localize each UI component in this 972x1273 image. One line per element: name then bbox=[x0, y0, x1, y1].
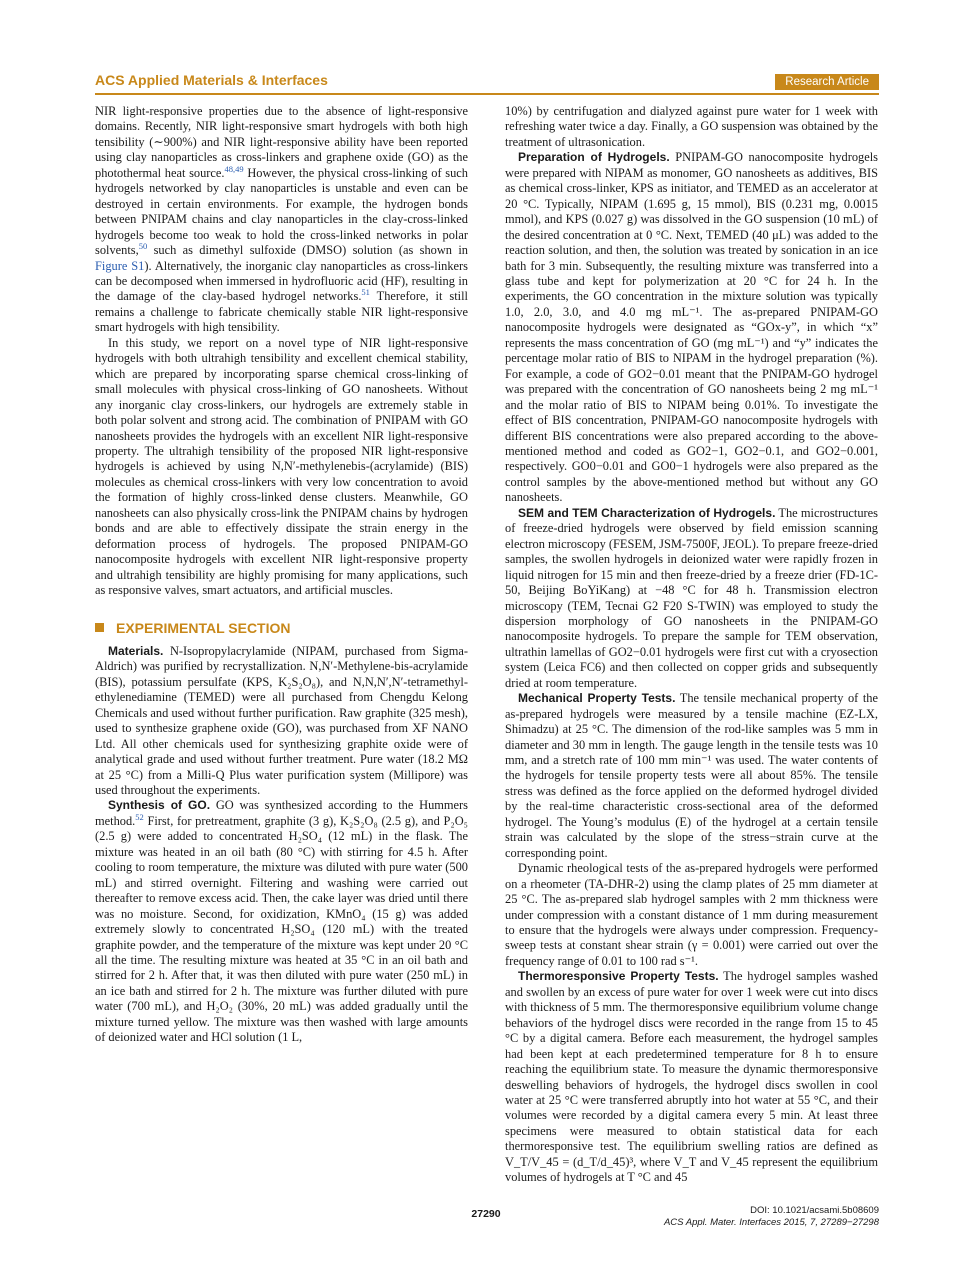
run-in-heading: SEM and TEM Characterization of Hydrogels. bbox=[518, 505, 776, 520]
reference-link[interactable]: 50 bbox=[138, 240, 148, 251]
section-title: EXPERIMENTAL SECTION bbox=[116, 619, 291, 636]
section-square-icon bbox=[95, 623, 104, 632]
mechanical-paragraph bbox=[505, 691, 878, 861]
reference-link[interactable]: 48,49 bbox=[224, 163, 244, 174]
reference-link[interactable]: 51 bbox=[361, 287, 370, 298]
figure-link[interactable]: Figure S1 bbox=[95, 258, 145, 273]
running-header bbox=[95, 72, 879, 92]
rheology-paragraph: Dynamic rheological tests of the as-prepared hydrogels were performed on a rheometer (TA-DHR-2) using the clamp plates of 25 mm diameter at 25 °C. The as-prepared slab hydrogel samples with 2 mm thickness were under compression with a constant distance of 1 mm during measurement to ensure that the hydrogels were always under compression. Frequency-sweep tests at constant shear strain (γ = 0.001) were carried out over the frequency range of 0.01 to 100 rad s⁻¹. bbox=[505, 861, 878, 968]
run-in-heading: Preparation of Hydrogels. bbox=[518, 150, 670, 165]
intro-paragraph-2: In this study, we report on a novel type of NIR light-responsive hydrogels with both ultrahigh tensibility and excellent chemical stability, which are prepared by incorporating sparse chemical cross-linking of small molecules with physical cross-linking of GO nanosheets. Without any inorganic clay cross-linkers, our hydrogels are extremely stable in both polar solvent and strong acid. The combination of PNIPAM with GO nanosheets provides the hydrogels with an excellent NIR light-responsive property. The ultrahigh tensibility of the proposed NIR light-responsive hydrogels is achieved by using N,N′-methylenebis-(acrylamide) (BIS) molecules as chemical cross-linkers with very low concentration to avoid the formation of highly cross-linked dense clusters. Meanwhile, GO nanosheets can also physically cross-link the PNIPAM chains by hydrogen bonds and are able to effectively dissipate the strain energy in the deformation process of hydrogels. The proposed PNIPAM-GO nanocomposite hydrogels with excellent NIR light-responsive property and ultrahigh tensibility are highly promising for many applications, such as responsive valves, smart actuators, and artificial muscles. bbox=[95, 335, 468, 598]
text: Therefore, it still remains a challenge to fabricate chemically stable NIR light-responsive smart hydrogels with high tensibility. bbox=[95, 289, 468, 335]
run-in-heading: Thermoresponsive Property Tests. bbox=[518, 969, 719, 984]
header-rule bbox=[95, 93, 879, 95]
sem-tem-paragraph bbox=[505, 506, 878, 691]
text: NIR light-responsive properties due to the absence of light-responsive domains. Recently, NIR light-responsive smart hydrogels with both high tensibility (∼900%) and NIR light-responsive ability have been reported using clay nanoparticles as cross-linkers and graphene oxide (GO) as the photothermal heat source. bbox=[95, 104, 468, 180]
materials-paragraph bbox=[95, 644, 468, 799]
text: GO was synthesized according to the Hummers method. bbox=[95, 798, 468, 828]
intro-paragraph-1 bbox=[95, 104, 468, 336]
go-synthesis-paragraph bbox=[95, 798, 468, 1045]
text: N-Isopropylacrylamide (NIPAM, purchased from Sigma-Aldrich) was purified by recrystallization. N,N′-Methylene-bis-acrylamide (BIS), potassium persulfate (KPS, K₂S₂O₈), and N,N,N′,N′-tetramethyl-ethylenediamine (TEMED) were all purchased from Chengdu Kelong Chemicals and used without further purification. Raw graphite (325 mesh), used to synthesize graphene oxide (GO), was purchased from XF NANO Ltd. All other chemicals used for synthesizing graphite oxide were of analytical grade and used without further treatment. Pure water (18.2 MΩ at 25 °C) from a Milli-Q Plus water purification system (Millipore) was used throughout the experiments. bbox=[95, 643, 468, 798]
text: such as dimethyl sulfoxide (DMSO) solution (as shown in bbox=[147, 243, 468, 258]
article-type-badge: Research Article bbox=[775, 74, 879, 90]
text: However, the physical cross-linking of such hydrogels networked by clay nanoparticles is unstable and even can be destroyed in certain environments. For example, the hydrogen bonds between PNIPAM chains and clay nanoparticles in the clay-cross-linked hydrogels become too weak to hold the cross-linked networks in polar solvents, bbox=[95, 165, 468, 258]
text: ). Alternatively, the inorganic clay nanoparticles as cross-linkers can be decomposed when immersed in hydrofluoric acid (HF), resulting in the damage of the clay-based hydrogel networks. bbox=[95, 258, 468, 304]
text: PNIPAM-GO nanocomposite hydrogels were prepared with NIPAM as monomer, GO nanosheets as additives, BIS as chemical cross-linker, KPS as initiator, and TEMED as an accelerator at 20 °C. Typically, NIPAM (1.695 g, 15 mmol), BIS (0.231 mg, 0.0015 mmol), and KPS (0.027 g) was dissolved in the GO suspension (10 mL) of the desired concentration at 0 °C. Next, TEMED (40 μL) was added to the reaction solution, and then, the solution was treated by sonication in an ice bath for 3 min. Subsequently, the resulting mixture was transferred into a glass tube and kept for polymerization at 20 °C for 24 h. In the experiments, the GO concentration in the mixture solution was typically 1.0, 2.0, 3.0, and 4.0 mg mL⁻¹. The as-prepared PNIPAM-GO nanocomposite hydrogels were designated as “GOx-y”, in which “x” represents the mass concentration of GO (mg mL⁻¹) and “y” indicates the percentage molar ratio of BIS to NIPAM in the hydrogel preparation (%). For example, a code of GO2−0.01 meant that the PNIPAM-GO hydrogel was prepared with the concentration of GO nanosheets being 2 mg mL⁻¹ and the molar ratio of BIS to NIPAM being 0.01%. To investigate the effect of BIS concentration, PNIPAM-GO nanocomposite hydrogels with different BIS concentrations were also prepared according to the above-mentioned method and coded as GO2−1, GO2−0.1, and GO2−0.001, respectively. GO0−0.01 and GO0−1 hydrogels were also prepared as the control samples by the above-mentioned method but without any GO nanosheets. bbox=[505, 150, 878, 505]
page-number: 27290 bbox=[471, 1208, 501, 1220]
run-in-heading: Synthesis of GO. bbox=[108, 798, 211, 813]
thermoresponsive-paragraph bbox=[505, 969, 878, 1185]
journal-title[interactable]: ACS Applied Materials & Interfaces bbox=[95, 72, 328, 88]
text: First, for pretreatment, graphite (3 g), K₂S₂O₈ (2.5 g), and P₂O₅ (2.5 g) were added to concentrated H₂SO₄ (12 mL) in the flask. The mixture was heated in an oil bath (80 °C) with stirring for 4.5 h. After cooling to room temperature, the mixture was diluted with pure water (500 mL) and stirred overnight. Filtering and washing were carried out thereafter to remove excess acid. Then, the cake layer was dried until there was no moisture. Second, for oxidization, KMnO₄ (15 g) was added extremely slowly to concentrated H₂SO₄ (120 mL) with the treated graphite powder, and the temperature of the mixture was kept under 20 °C all the time. The resulting mixture was heated at 35 °C in an oil bath and stirred for 2 h. After that, it was then diluted with pure water (250 mL) in an ice bath and stirred for 2 h. The mixture was further diluted with pure water (700 mL), and H₂O₂ (30%, 20 mL) was added gradually until the mixture turned yellow. The mixture was then washed with large amounts of deionized water and HCl solution (1 L, bbox=[95, 813, 468, 1045]
text: The tensile mechanical property of the as-prepared hydrogels were measured by a tensile machine (EZ-LX, Shimadzu) at 25 °C. The dimension of the rod-like samples was 5 mm in diameter and 30 mm in length. The gauge length in the tensile tests was 10 mm, and a stretch rate of 100 mm min⁻¹ was used. The water contents of the hydrogels for tensile property tests were all about 85%. The tensile stress was defined as the force applied on the deformed hydrogel divided by the real-time characteristic cross-sectional area of the deformed hydrogel. The Young’s modulus (E) of the hydrogel at a certain tensile strain was calculated by the slope of the stress−strain curve at the corresponding point. bbox=[505, 691, 878, 860]
text: The hydrogel samples washed and swollen by an excess of pure water for over 1 week were cut into discs with thickness of 5 mm. The thermoresponsive equilibrium volume change behaviors of the hydrogel discs were recorded in the range from 15 to 45 °C by a digital camera. Before each measurement, the hydrogel samples had been kept at each predetermined temperature for 8 h to ensure reaching the equilibrium state. To measure the dynamic thermoresponsive deswelling behaviors of hydrogels, the hydrogel discs swollen in cool water at 25 °C were transferred abruptly into hot water at 55 °C, and their volumes were recorded by a digital camera every 5 min. At least three specimens were measured to obtain statistical data for each thermoresponsive test. The equilibrium swelling ratios are defined as V_T/V_45 = (d_T/d_45)³, where V_T and V_45 represent the equilibrium volumes of hydrogels at T °C and 45 bbox=[505, 969, 878, 1185]
run-in-heading: Materials. bbox=[108, 643, 164, 658]
left-column bbox=[95, 104, 468, 1046]
section-heading bbox=[95, 621, 468, 636]
text: The microstructures of freeze-dried hydrogels were observed by field emission scanning electron microscopy (FESEM, JSM-7500F, JEOL). To prepare freeze-dried samples, the swollen hydrogels in deionized water were rapidly frozen in liquid nitrogen for 15 min and then freeze-dried by a freeze drier (FD-1C-50, Beijing BoYiKang) at −48 °C for 48 h. Transmission electron microscopy (TEM, Tecnai G2 F20 S-TWIN) was employed to study the dispersion morphology of GO nanosheets in the PNIPAM-GO nanocomposite hydrogels. To prepare the sample for TEM observation, ultrathin lamellas of GO2−0.01 hydrogels were first cut with a cryosection system (Leica FC6) and then collected on copper grids and subsequently dried at room temperature. bbox=[505, 505, 878, 690]
reference-link[interactable]: 52 bbox=[135, 811, 144, 822]
journal-citation: ACS Appl. Mater. Interfaces 2015, 7, 27289−27298 bbox=[663, 1217, 879, 1228]
continued-paragraph: 10%) by centrifugation and dialyzed against pure water for 1 week with refreshing water twice a day. Finally, a GO suspension was obtained by the treatment of ultrasonication. bbox=[505, 104, 878, 149]
run-in-heading: Mechanical Property Tests. bbox=[518, 691, 676, 706]
footer-citation bbox=[664, 1205, 879, 1229]
doi-link[interactable]: DOI: 10.1021/acsami.5b08609 bbox=[750, 1205, 879, 1216]
hydrogel-prep-paragraph bbox=[505, 150, 878, 505]
right-column bbox=[505, 104, 878, 1186]
